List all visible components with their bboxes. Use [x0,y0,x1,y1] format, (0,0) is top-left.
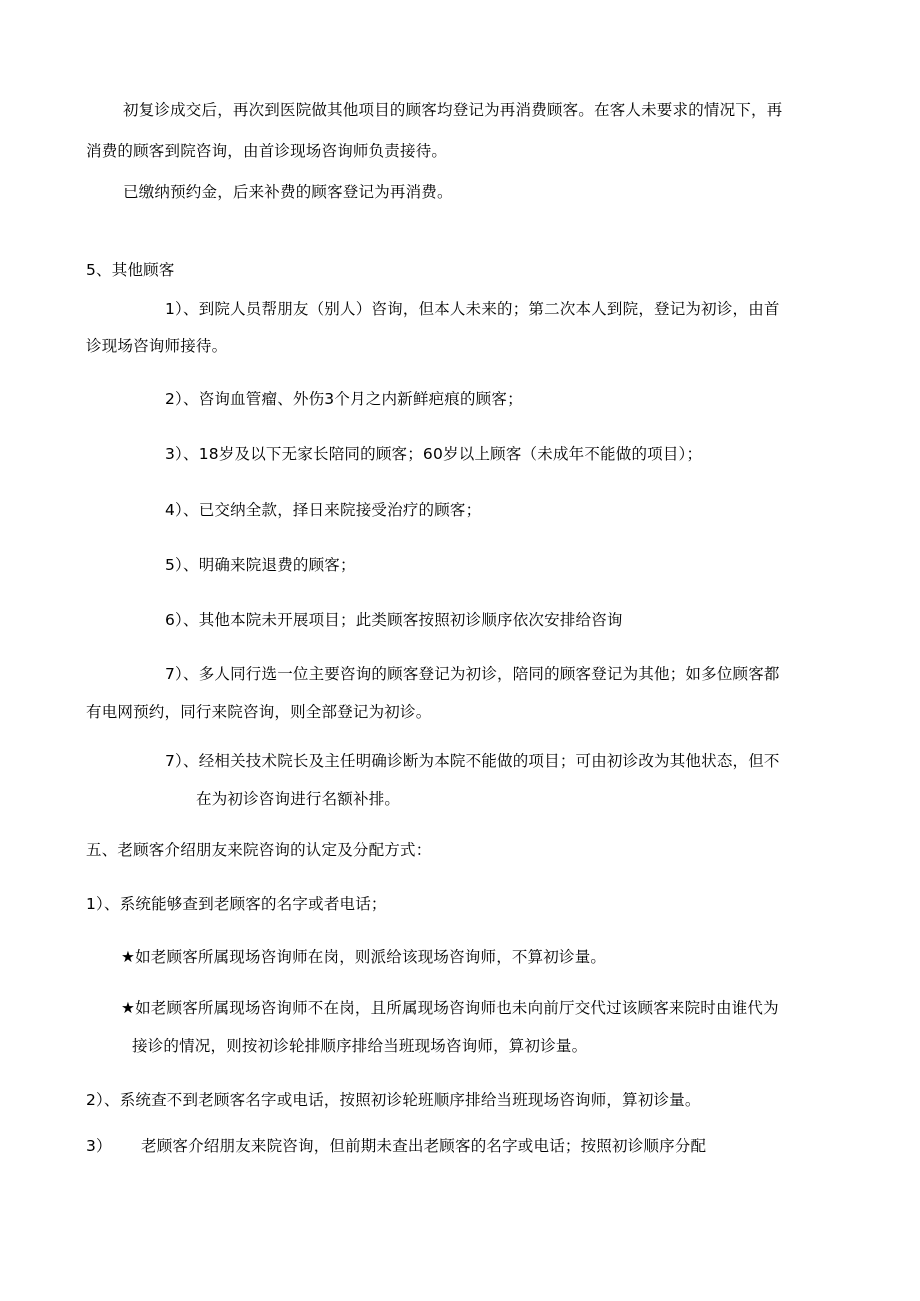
paragraph-line: 消费的顾客到院咨询，由首诊现场咨询师负责接待。 [86,142,448,160]
star-note: 接诊的情况，则按初诊轮排顺序排给当班现场咨询师，算初诊量。 [132,1037,588,1055]
list-item: 有电网预约，同行来院咨询，则全部登记为初诊。 [86,703,432,721]
list-item: 在为初诊咨询进行名额补排。 [196,790,401,808]
star-note: ★如老顾客所属现场咨询师不在岗，且所属现场咨询师也未向前厅交代过该顾客来院时由谁代为 [121,999,779,1017]
section-heading: 五、老顾客介绍朋友来院咨询的认定及分配方式： [86,841,432,859]
list-item: 1）、系统能够查到老顾客的名字或者电话； [86,895,387,913]
list-item: 老顾客介绍朋友来院咨询，但前期未查出老顾客的名字或电话；按照初诊顺序分配 [141,1137,707,1155]
list-item: 1）、到院人员帮朋友（别人）咨询，但本人未来的；第二次本人到院，登记为初诊，由首 [165,300,780,318]
list-item: 7）、多人同行选一位主要咨询的顾客登记为初诊，陪同的顾客登记为其他；如多位顾客都 [165,665,780,683]
list-item: 5）、明确来院退费的顾客； [165,556,356,574]
list-item: 2）、系统查不到老顾客名字或电话，按照初诊轮班顺序排给当班现场咨询师，算初诊量。 [86,1091,701,1109]
paragraph-line: 初复诊成交后，再次到医院做其他项目的顾客均登记为再消费顾客。在客人未要求的情况下，再 [123,101,783,119]
list-item: 4）、已交纳全款，择日来院接受治疗的顾客； [165,501,482,519]
list-item-number: 3） [86,1137,112,1155]
star-note: ★如老顾客所属现场咨询师在岗，则派给该现场咨询师，不算初诊量。 [121,948,607,966]
list-item: 7）、经相关技术院长及主任明确诊断为本院不能做的项目；可由初诊改为其他状态，但不 [165,752,780,770]
section-heading: 5、其他顾客 [86,261,175,279]
list-item: 诊现场咨询师接待。 [86,337,228,355]
list-item: 6）、其他本院未开展项目；此类顾客按照初诊顺序依次安排给咨询 [165,611,623,629]
paragraph-line: 已缴纳预约金，后来补费的顾客登记为再消费。 [123,183,453,201]
list-item: 2）、咨询血管瘤、外伤3个月之内新鲜疤痕的顾客； [165,390,523,408]
list-item: 3）、18岁及以下无家长陪同的顾客；60岁以上顾客（未成年不能做的项目）； [165,445,703,463]
